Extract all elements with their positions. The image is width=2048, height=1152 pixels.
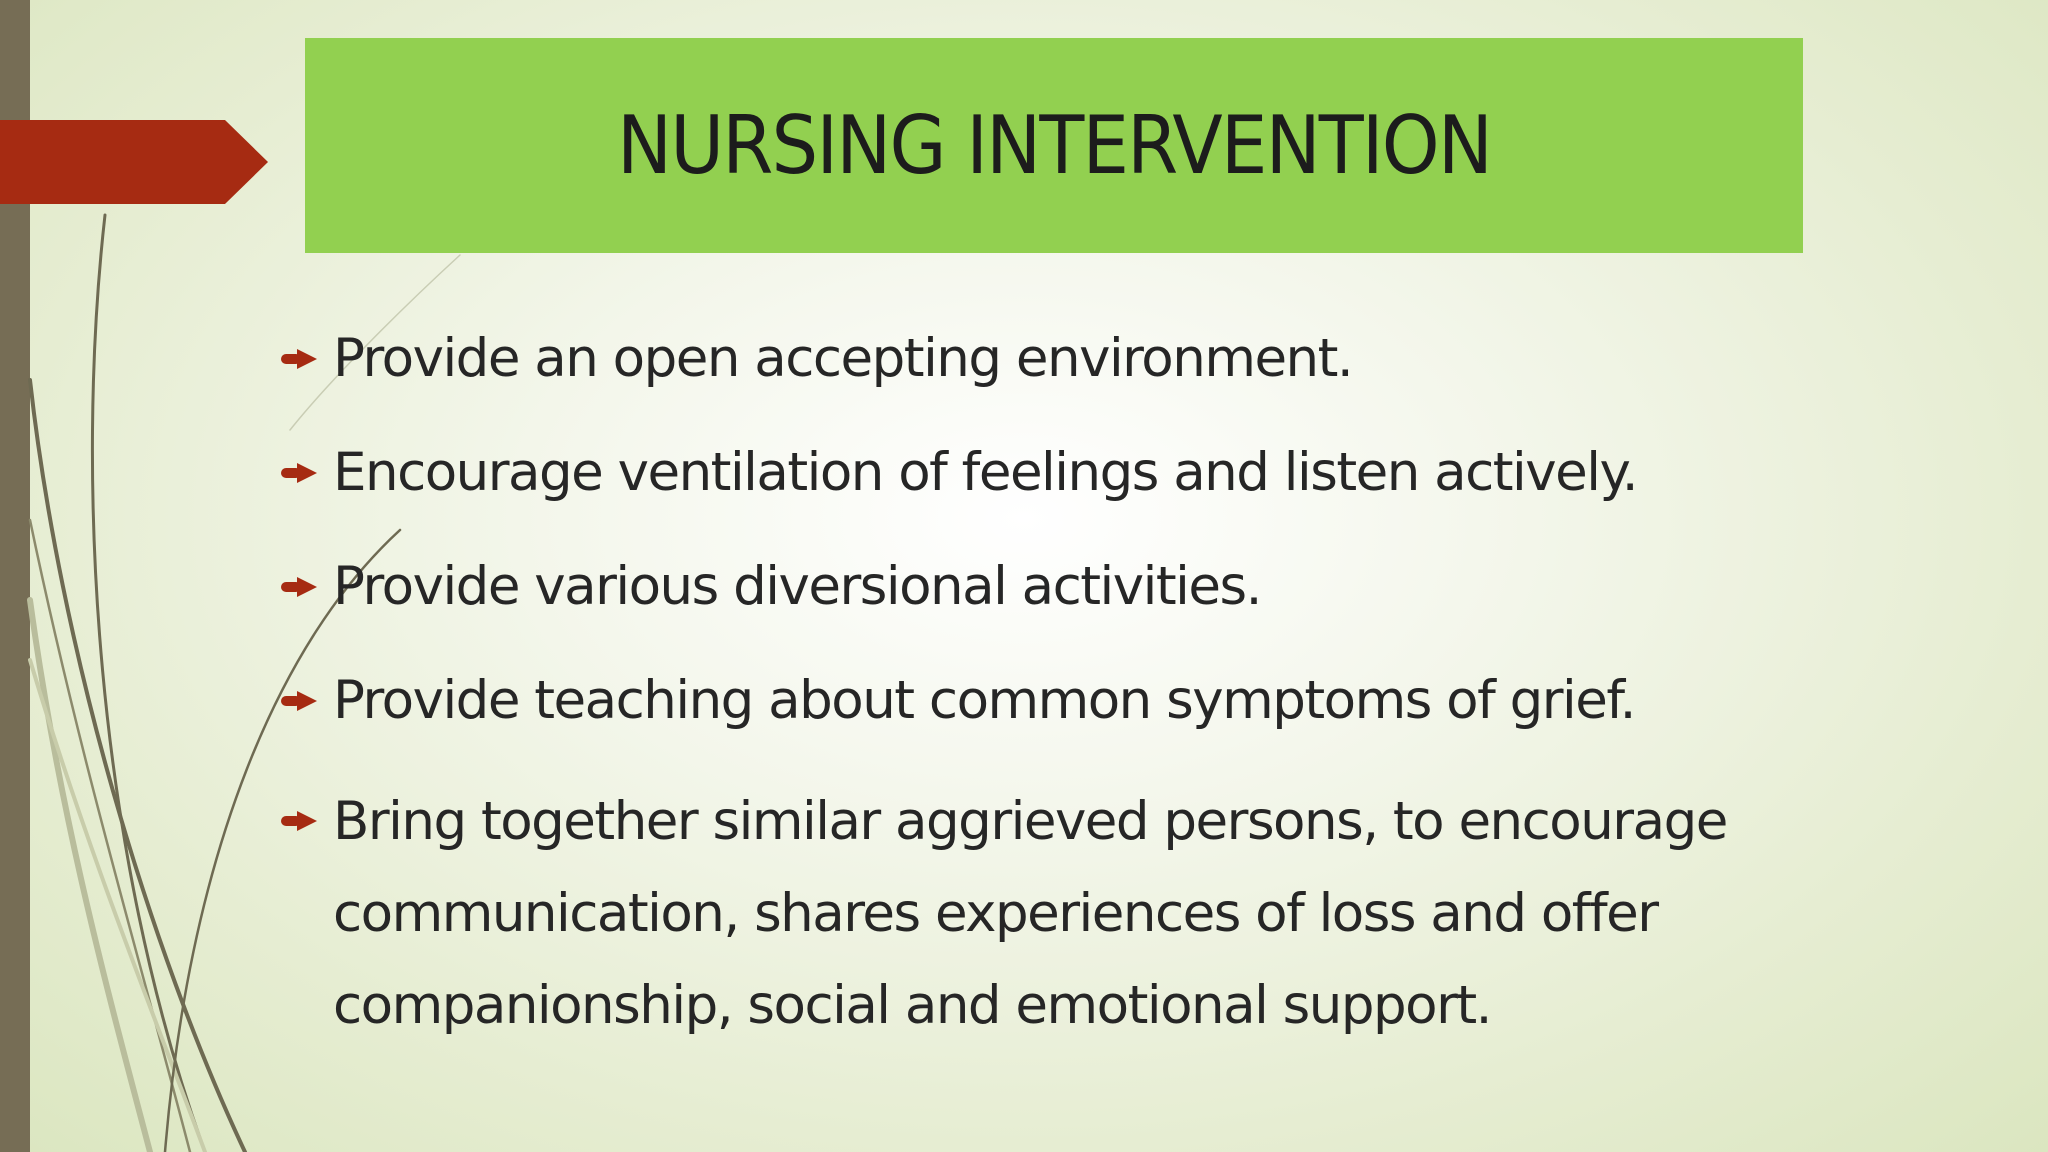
arrow-bullet-icon: [279, 576, 319, 598]
bullet-item: [275, 548, 1955, 626]
arrow-bullet-icon: [279, 690, 319, 712]
bullet-text: Bring together similar aggrieved persons, to encourage communication, shares experiences of loss and offer companionship, social and emotional support.: [333, 791, 1727, 1036]
slide-title: NURSING INTERVENTION: [616, 99, 1492, 192]
arrow-bullet-icon: [279, 462, 319, 484]
title-banner: [305, 38, 1803, 253]
bullet-text: Encourage ventilation of feelings and listen actively.: [333, 442, 1638, 503]
bullet-list: [275, 320, 1955, 1088]
arrow-bullet-icon: [279, 810, 319, 832]
bullet-item: [275, 434, 1955, 512]
red-arrow-banner-icon: [0, 0, 280, 220]
bullet-item: [275, 662, 1955, 740]
bullet-item: [275, 776, 1955, 1052]
bullet-text: Provide various diversional activities.: [333, 556, 1261, 617]
bullet-item: [275, 320, 1955, 398]
bullet-text: Provide an open accepting environment.: [333, 328, 1353, 389]
bullet-text: Provide teaching about common symptoms of grief.: [333, 670, 1636, 731]
arrow-bullet-icon: [279, 348, 319, 370]
